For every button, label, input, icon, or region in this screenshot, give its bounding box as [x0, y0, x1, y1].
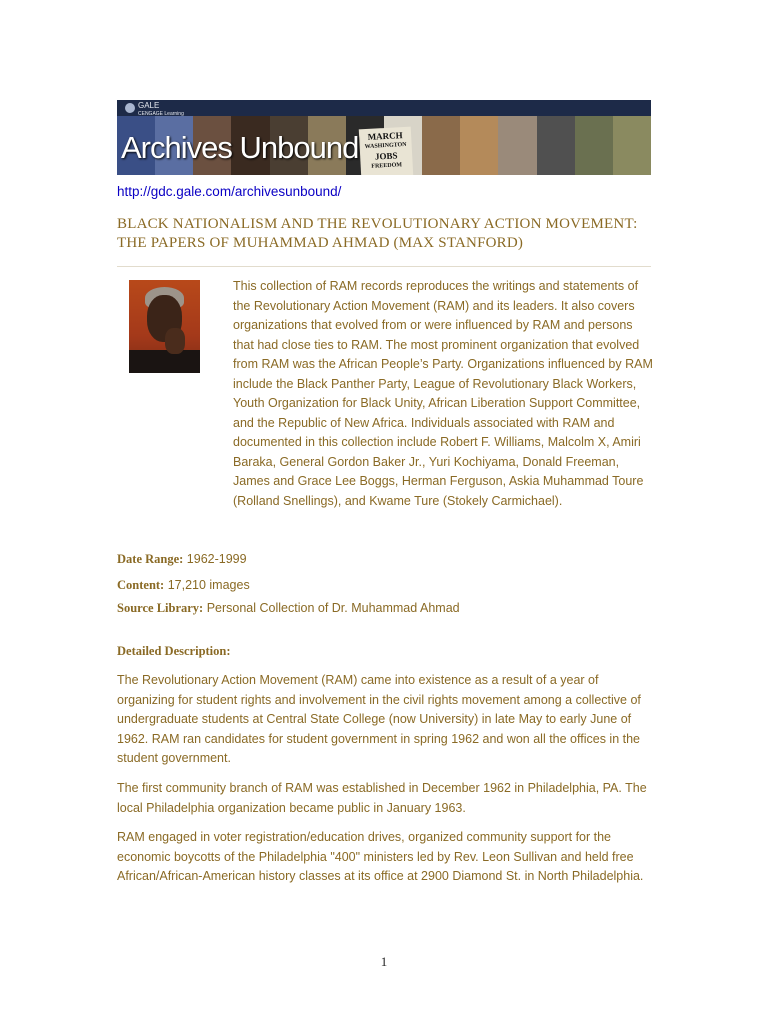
- placard-line: MARCH: [367, 130, 403, 142]
- page-number: 1: [380, 954, 388, 969]
- gale-logo-icon: [125, 103, 135, 113]
- title-line-2: THE PAPERS OF MUHAMMAD AHMAD (MAX STANFORD): [117, 235, 524, 251]
- march-placard: [359, 127, 413, 175]
- title-line-1: BLACK NATIONALISM AND THE REVOLUTIONARY ACTION MOVEMENT:: [117, 216, 638, 232]
- content-value: 17,210 images: [167, 578, 250, 592]
- divider: [117, 266, 651, 267]
- banner-title: Archives Unbound: [121, 130, 359, 165]
- detailed-description-heading: Detailed Description:: [117, 644, 231, 658]
- description-paragraph: The Revolutionary Action Movement (RAM) came into existence as a result of a year of organizing for student rights and involvement in the civil rights movement among a collective of undergraduate students at Central State College (now University) in late May to early June of 1962. RAM ran candidates for student government in spring 1962 and won all the offices in the student government.: [117, 673, 641, 765]
- portrait-photo: [129, 280, 200, 373]
- gale-logo: [138, 102, 184, 118]
- collection-title: [117, 215, 677, 253]
- archives-unbound-banner: [117, 100, 651, 175]
- date-range-value: 1962-1999: [186, 552, 247, 566]
- placard-line: JOBS: [374, 150, 398, 162]
- date-range-label: Date Range:: [117, 552, 184, 566]
- archives-unbound-link[interactable]: http://gdc.gale.com/archivesunbound/: [117, 184, 342, 199]
- placard-line: FREEDOM: [371, 162, 403, 170]
- intro-text: This collection of RAM records reproduces the writings and statements of the Revolutionary Action Movement (RAM) and its leaders. It also covers organizations that evolved from or were influenced by RAM and persons that had close ties to RAM. The most prominent organization that evolved from RAM was the African People’s Party. Organizations influenced by RAM include the Black Panther Party, League of Revolutionary Black Workers, Youth Organization for Black Unity, African Liberation Support Committee, and the Republic of New Africa. Individuals associated with RAM and documented in this collection include Robert F. Williams, Malcolm X, Amiri Baraka, General Gordon Baker Jr., Yuri Kochiyama, Donald Freeman, James and Grace Lee Boggs, Herman Ferguson, Askia Muhammad Toure (Rolland Snellings), and Kwame Ture (Stokely Carmichael).: [233, 279, 653, 508]
- content-label: Content:: [117, 578, 165, 592]
- source-library: [117, 601, 460, 616]
- source-library-value: Personal Collection of Dr. Muhammad Ahmad: [206, 601, 460, 615]
- description-paragraph: The first community branch of RAM was established in December 1962 in Philadelphia, PA. The local Philadelphia organization became public in January 1963.: [117, 781, 647, 815]
- description-paragraph: RAM engaged in voter registration/education drives, organized community support for the economic boycotts of the Philadelphia "400" ministers led by Rev. Leon Sullivan and held free African/African-American history classes at its office at 2900 Diamond St. in North Philadelphia.: [117, 830, 644, 883]
- logo-subtitle: CENGAGE Learning: [138, 111, 184, 117]
- intro-paragraph: [233, 277, 653, 511]
- source-library-label: Source Library:: [117, 601, 204, 615]
- placard-line: WASHINGTON: [364, 141, 407, 151]
- logo-brand: GALE: [138, 101, 160, 110]
- content-count: [117, 578, 250, 593]
- banner-top-band: [117, 100, 651, 116]
- date-range: [117, 552, 247, 567]
